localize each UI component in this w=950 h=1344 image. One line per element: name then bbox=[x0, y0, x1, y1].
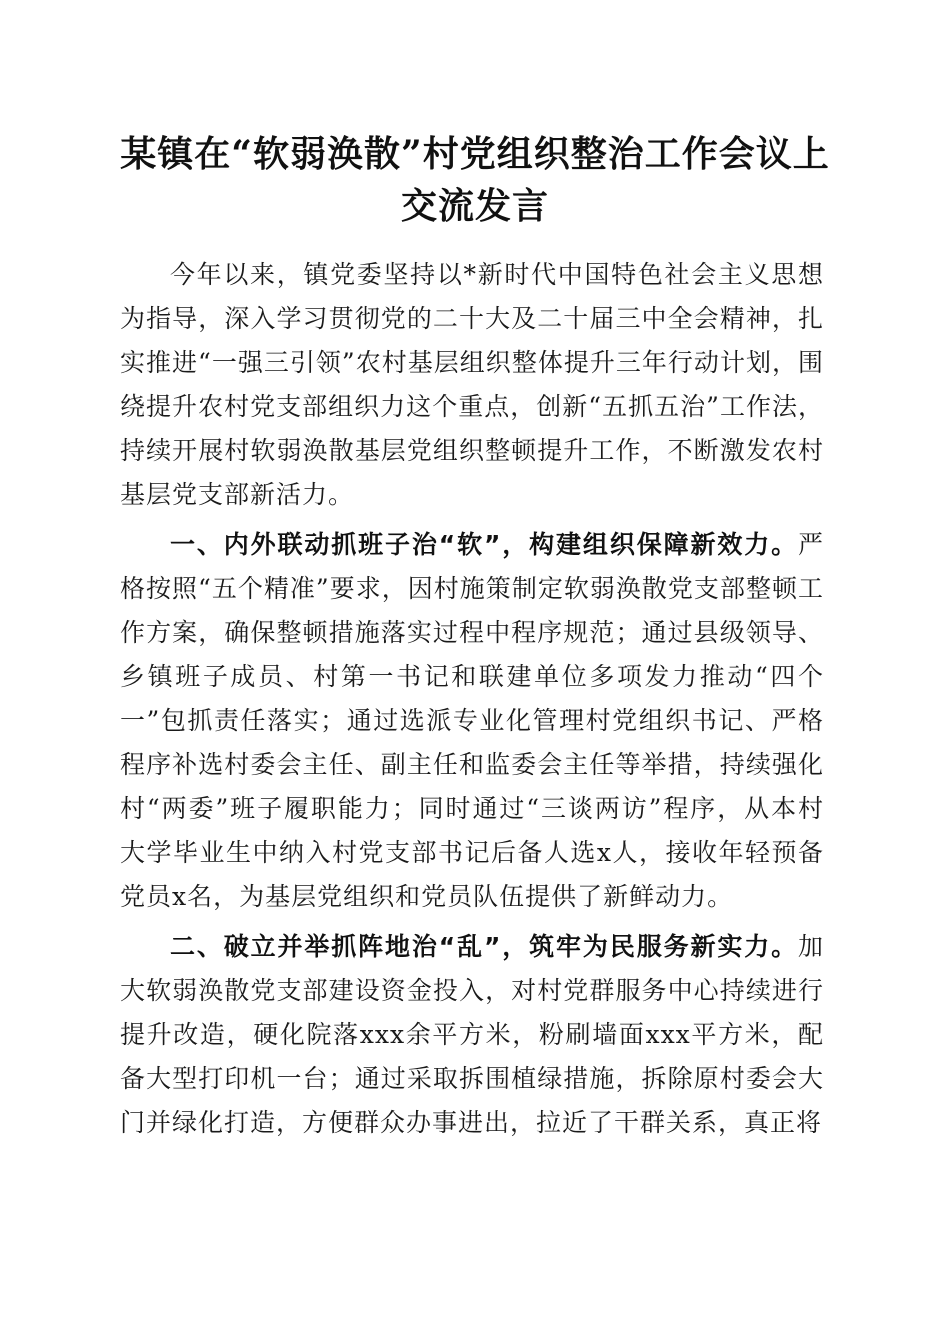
document-title: 某镇在“软弱涣散”村党组织整治工作会议上交流发言 bbox=[120, 133, 830, 227]
section-1-paragraph bbox=[120, 523, 824, 919]
section-2-heading: 二、破立并举抓阵地治“乱”，筑牢为民服务新实力。 bbox=[170, 932, 798, 961]
document-body bbox=[120, 253, 824, 1151]
section-1-heading: 一、内外联动抓班子治“软”，构建组织保障新效力。 bbox=[170, 530, 798, 559]
section-2-body: 加大软弱涣散党支部建设资金投入，对村党群服务中心持续进行提升改造，硬化院落xxx余平方米，粉刷墙面xxx平方米，配备大型打印机一台；通过采取拆围植绿措施，拆除原村委会大门并绿化打造，方便群众办事进出，拉近了干群关系，真正将 bbox=[120, 932, 824, 1137]
section-1-body: 严格按照“五个精准”要求，因村施策制定软弱涣散党支部整顿工作方案，确保整顿措施落实过程中程序规范；通过县级领导、乡镇班子成员、村第一书记和联建单位多项发力推动“四个一”包抓责任落实；通过选派专业化管理村党组织书记、严格程序补选村委会主任、副主任和监委会主任等举措，持续强化村“两委”班子履职能力；同时通过“三谈两访”程序，从本村大学毕业生中纳入村党支部书记后备人选x人，接收年轻预备党员x名，为基层党组织和党员队伍提供了新鲜动力。 bbox=[120, 530, 824, 911]
section-2-paragraph bbox=[120, 925, 824, 1145]
intro-paragraph: 今年以来，镇党委坚持以*新时代中国特色社会主义思想为指导，深入学习贯彻党的二十大及二十届三中全会精神，扎实推进“一强三引领”农村基层组织整体提升三年行动计划，围绕提升农村党支部组织力这个重点，创新“五抓五治”工作法，持续开展村软弱涣散基层党组织整顿提升工作，不断激发农村基层党支部新活力。 bbox=[120, 260, 824, 509]
